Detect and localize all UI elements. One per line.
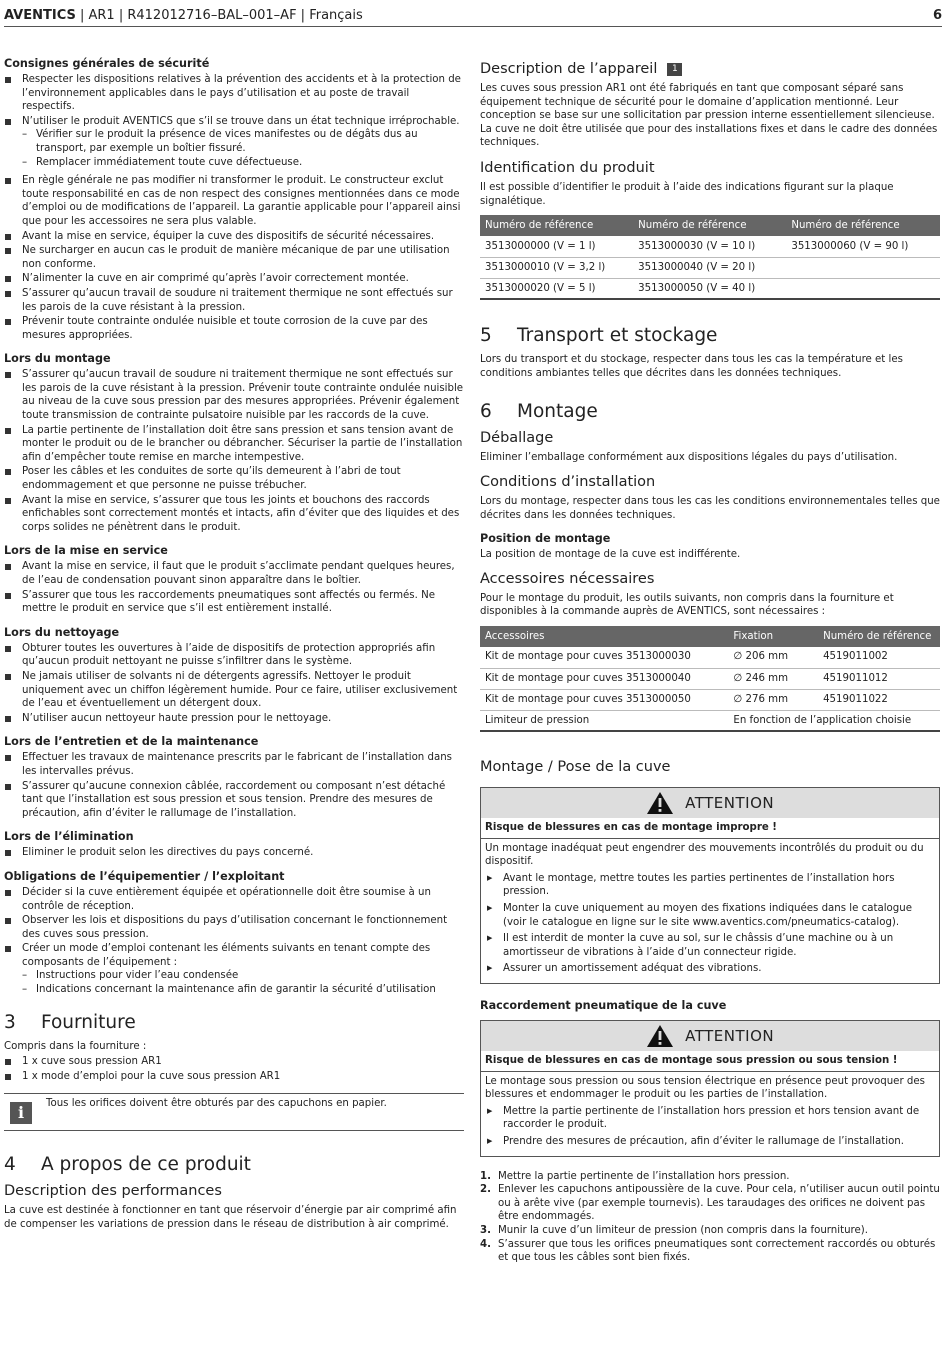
attention-box-2: [480, 1020, 940, 1157]
chapter-title: Fourniture: [41, 1011, 136, 1033]
list-item: Avant la mise en service, s’assurer que tous les joints et bouchons des raccords enfichables sont correctement montés et intacts, afin d’éviter que des liquides et des corps solides ne pénètrent dans le produit.: [4, 494, 464, 535]
list-item: N’alimenter la cuve en air comprimé qu’après l’avoir correctement montée.: [4, 272, 464, 286]
section-montage6: [480, 400, 940, 777]
column-header: Accessoires: [480, 626, 728, 647]
table-cell: 3513000030 (V = 10 l): [633, 236, 786, 257]
list-item: Eliminer le produit selon les directives du pays concerné.: [4, 846, 464, 860]
column-header: Numéro de référence: [786, 215, 940, 236]
paragraph: Lors du transport et du stockage, respecter dans tous les cas la température et les conditions ambiantes telles que décrites dans les données techniques.: [480, 354, 903, 379]
info-icon: i: [10, 1102, 32, 1124]
table-cell: Limiteur de pression: [480, 710, 728, 731]
list-item: ▶ Monter la cuve uniquement au moyen des fixations indiquées dans le catalogue (voir le catalogue en ligne sur le site www.aventics.com/pneumatics-catalog).: [485, 902, 935, 929]
list-item: [4, 942, 464, 996]
section-subtitle: Identification du produit: [480, 159, 655, 176]
page-header: [4, 7, 942, 27]
section-subtitle: Accessoires nécessaires: [480, 570, 655, 587]
section-title: Lors du nettoyage: [4, 625, 120, 639]
table-row: [480, 668, 940, 689]
list-item: En règle générale ne pas modifier ni transformer le produit. Le constructeur exclut toute responsabilité en cas de non respect des consignes mentionnées dans ce mode d’emploi ou de modifications de l’appareil. La garantie applicable pour l’appareil ainsi que pour les accessoires ne sera plus valable.: [4, 174, 464, 228]
list-item: S’assurer qu’aucune connexion câblée, raccordement ou composant n’est détaché tant que l’installation est sous pression et sous tension. Prendre des mesures de précaution, afin d’éviter le rallumage de l’installation.: [4, 780, 464, 821]
chapter-heading: [480, 324, 940, 348]
table-cell: 3513000000 (V = 1 l): [480, 236, 633, 257]
attention-header: [481, 1021, 939, 1051]
section-entretien: [4, 734, 464, 820]
list-item: ▶ Il est interdit de monter la cuve au sol, sur le châssis d’une machine ou à un amortisseur de vibrations à l’aide d’un connecteur rigide.: [485, 932, 935, 959]
table-row: [480, 689, 940, 710]
table-cell: 4519011002: [818, 647, 940, 668]
chapter-number: 6: [480, 401, 492, 423]
paragraph: Pour le montage du produit, les outils suivants, non compris dans la fourniture et disponibles à la commande auprès de AVENTICS, sont nécessaires :: [480, 592, 894, 618]
column-header: Fixation: [728, 626, 818, 647]
chapter-number: 5: [480, 325, 492, 347]
section-mise-en-service: [4, 543, 464, 615]
section-subtitle: Description des performances: [4, 1183, 222, 1200]
step-text: Mettre la partie pertinente de l’installation hors pression.: [498, 1170, 790, 1182]
paragraph: La cuve ne doit être utilisée que pour des installations fixes et dans le cadre des données techniques.: [480, 123, 938, 149]
section-description: [480, 60, 940, 150]
list-item: 1 x mode d’emploi pour la cuve sous pression AR1: [4, 1070, 464, 1084]
table-cell: ∅ 206 mm: [728, 647, 818, 668]
section-apropos: [4, 1153, 464, 1231]
info-note: [4, 1093, 464, 1131]
table-cell: 3513000020 (V = 5 l): [480, 278, 633, 299]
section-title: Obligations de l’équipementier / l’exploitant: [4, 869, 285, 883]
paragraph: La cuve est destinée à fonctionner en tant que réservoir d’énergie par air comprimé afin de compenser les variations de pression dans le réseau de distribution à air comprimé.: [4, 1205, 457, 1231]
attention-subtitle: Risque de blessures en cas de montage impropre !: [481, 818, 939, 839]
table-cell: 4519011012: [818, 668, 940, 689]
step-text: Munir la cuve d’un limiteur de pression (non compris dans la fourniture).: [498, 1224, 868, 1236]
step-number: 1.: [480, 1170, 491, 1182]
step-item: [480, 1183, 940, 1224]
attention-label: ATTENTION: [685, 1027, 775, 1046]
section-montage: [4, 351, 464, 534]
step-text: S’assurer que tous les orifices pneumatiques sont correctement raccordés ou obturés et que tous les câbles sont bien fixés.: [498, 1238, 936, 1264]
header-title: [4, 8, 363, 23]
column-header: Numéro de référence: [633, 215, 786, 236]
right-column: [480, 56, 940, 1265]
chapter-heading: [4, 1011, 464, 1035]
attention-subtitle: Risque de blessures en cas de montage sous pression ou sous tension !: [481, 1051, 939, 1072]
step-text: Enlever les capuchons antipoussière de la cuve. Pour cela, n’utiliser aucun outil pointu ou à arête vive (par exemple tournevis). Les taraudages des orifices ne doivent pas être endommagés.: [498, 1184, 940, 1223]
paragraph: Le montage sous pression ou sous tension électrique en présence peut provoquer des blessures et endommager le produit ou les parties de l’installation.: [485, 1075, 925, 1101]
section-title: Lors de la mise en service: [4, 544, 168, 558]
table-cell: ∅ 276 mm: [728, 689, 818, 710]
table-cell: 3513000010 (V = 3,2 l): [480, 257, 633, 278]
list-item: [4, 115, 464, 169]
section-obligations: [4, 869, 464, 997]
accessories-table: [480, 626, 940, 732]
list-item: S’assurer qu’aucun travail de soudure ni traitement thermique ne sont effectués sur les parois de la cuve résistant à la pression. Prévenir toute contrainte ondulée nuisible au niveau de la cuve sous pression par des mesures appropriées. Prévenir également toute transmission de contrainte pulsatoire nuisible par les raccords de la cuve.: [4, 368, 464, 422]
paragraph: Eliminer l’emballage conformément aux dispositions légales du pays d’utilisation.: [480, 452, 898, 464]
section-elimination: [4, 829, 464, 860]
table-cell: 3513000040 (V = 20 l): [633, 257, 786, 278]
list-item: S’assurer que tous les raccordements pneumatiques sont affectés ou fermés. Ne mettre le produit en service que s’il est entièrement installé.: [4, 589, 464, 616]
attention-header: [481, 788, 939, 818]
chapter-heading: [4, 1153, 464, 1177]
sub-list-item: – Instructions pour vider l’eau condensée: [22, 969, 464, 983]
list-item-text: N’utiliser le produit AVENTICS que s’il se trouve dans un état technique irréprochable.: [22, 115, 460, 127]
column-header: Numéro de référence: [480, 215, 633, 236]
section-title: Lors du montage: [4, 352, 111, 366]
list-item: N’utiliser aucun nettoyeur haute pression pour le nettoyage.: [4, 712, 464, 726]
list-item: Ne jamais utiliser de solvants ni de détergents agressifs. Nettoyer le produit uniquement avec un chiffon légèrement humide. Pour ce faire, utiliser exclusivement de l’eau et éventuellement un détergent doux.: [4, 670, 464, 711]
table-cell: [786, 257, 940, 278]
chapter-title: Transport et stockage: [517, 325, 718, 347]
list-item: Respecter les dispositions relatives à la prévention des accidents et à la protection de l’environnement applicables dans le pays d’utilisation et au poste de travail respectifs.: [4, 73, 464, 114]
list-item: ▶ Mettre la partie pertinente de l’installation hors pression et hors tension avant de raccorder le produit.: [485, 1105, 935, 1132]
list-item: Effectuer les travaux de maintenance prescrits par le fabricant de l’installation dans les intervalles prévus.: [4, 751, 464, 778]
list-item: ▶ Assurer un amortissement adéquat des vibrations.: [485, 962, 935, 976]
step-number: 4.: [480, 1238, 491, 1250]
step-item: [480, 1224, 940, 1238]
list-item: Obturer toutes les ouvertures à l’aide de dispositifs de protection appropriés afin qu’aucun produit nettoyant ne puisse s’infiltrer dans le système.: [4, 642, 464, 669]
section-title: Lors de l’entretien et de la maintenance: [4, 735, 259, 749]
list-item-text: Créer un mode d’emploi contenant les éléments suivants en tenant compte des composants de l’équipement :: [22, 943, 431, 968]
table-header-row: [480, 626, 940, 647]
step-number: 2.: [480, 1184, 491, 1196]
section-title: Position de montage: [480, 532, 611, 546]
section-title: Consignes générales de sécurité: [4, 57, 210, 70]
attention-body: [481, 1072, 939, 1156]
list-item: 1 x cuve sous pression AR1: [4, 1055, 464, 1069]
table-cell: [786, 278, 940, 299]
list-item: Poser les câbles et les conduites de sorte qu’ils demeurent à l’abri de tout endommagement et que personne ne puisse trébucher.: [4, 465, 464, 492]
step-item: [480, 1238, 940, 1265]
list-item: Avant la mise en service, équiper la cuve des dispositifs de sécurité nécessaires.: [4, 230, 464, 244]
sub-list-item: – Remplacer immédiatement toute cuve défectueuse.: [22, 156, 464, 170]
paragraph: La position de montage de la cuve est indifférente.: [480, 549, 741, 561]
chapter-number: 3: [4, 1011, 16, 1033]
section-title: Lors de l’élimination: [4, 830, 134, 844]
table-cell: Kit de montage pour cuves 3513000050: [480, 689, 728, 710]
table-row: [480, 710, 940, 731]
section-fourniture: [4, 1011, 464, 1132]
table-cell: Kit de montage pour cuves 3513000040: [480, 668, 728, 689]
paragraph: Un montage inadéquat peut engendrer des mouvements incontrôlés du produit ou du dispositif.: [485, 842, 924, 868]
figure-badge: 1: [667, 63, 682, 76]
paragraph: Compris dans la fourniture :: [4, 1040, 147, 1052]
paragraph: Lors du montage, respecter dans tous les cas les conditions environnementales telles que décrites dans les données techniques.: [480, 496, 940, 521]
list-item: S’assurer qu’aucun travail de soudure ni traitement thermique ne sont effectués sur les parois de la cuve résistant à la pression.: [4, 287, 464, 314]
section-subtitle: Montage / Pose de la cuve: [480, 759, 671, 776]
list-item: Décider si la cuve entièrement équipée et opérationnelle doit être soumise à un contrôle de réception.: [4, 886, 464, 913]
header-doc-info: | AR1 | R412012716–BAL–001–AF | Français: [75, 8, 363, 23]
attention-label: ATTENTION: [685, 794, 775, 813]
steps-list: [480, 1170, 940, 1265]
chapter-heading: [480, 400, 940, 424]
list-item: La partie pertinente de l’installation doit être sans pression et sans tension avant de monter le produit ou de le brancher ou débrancher. Sécuriser la partie de l’installation afin d’empêcher toute remise en marche intempestive.: [4, 424, 464, 465]
table-header-row: [480, 215, 940, 236]
list-item: Avant la mise en service, il faut que le produit s’acclimate pendant quelques heures, de l’eau de condensation pouvant sinon apparaître dans le boîtier.: [4, 560, 464, 587]
header-brand: AVENTICS: [4, 8, 76, 23]
section-nettoyage: [4, 625, 464, 726]
info-text: Tous les orifices doivent être obturés par des capuchons en papier.: [46, 1098, 387, 1110]
section-title: Raccordement pneumatique de la cuve: [480, 999, 727, 1013]
table-cell: 3513000060 (V = 90 l): [786, 236, 940, 257]
chapter-title: Montage: [517, 401, 598, 423]
section-consignes: [4, 56, 464, 342]
list-item: Observer les lois et dispositions du pays d’utilisation concernant le fonctionnement des cuves sous pression.: [4, 914, 464, 941]
paragraph: Les cuves sous pression AR1 ont été fabriqués en tant que composant séparé sans équipement technique de sécurité pour le domaine d’application mentionné. Leur conception se base sur une sollicitation par pression interne essentiellement silencieuse.: [480, 83, 935, 122]
step-item: [480, 1170, 940, 1184]
page-number: 6: [932, 8, 942, 23]
sub-list-item: – Vérifier sur le produit la présence de vices manifestes ou de dégâts dus au transport, par exemple un boîtier fissuré.: [22, 128, 464, 155]
list-item: ▶ Avant le montage, mettre toutes les parties pertinentes de l’installation hors pression.: [485, 872, 935, 899]
table-row: [480, 257, 940, 278]
list-item: ▶ Prendre des mesures de précaution, afin d’éviter le rallumage de l’installation.: [485, 1135, 935, 1149]
column-header: Numéro de référence: [818, 626, 940, 647]
table-row: [480, 278, 940, 299]
warning-icon: [646, 791, 674, 815]
chapter-number: 4: [4, 1154, 16, 1176]
table-row: [480, 236, 940, 257]
sub-list-item: – Indications concernant la maintenance afin de garantir la sécurité d’utilisation: [22, 983, 464, 997]
warning-icon: [646, 1024, 674, 1048]
section-subtitle: Déballage: [480, 430, 554, 447]
reference-table: [480, 215, 940, 300]
section-subtitle: [480, 60, 940, 79]
section-subtitle: Conditions d’installation: [480, 474, 656, 491]
section-transport: [480, 324, 940, 380]
table-cell: Kit de montage pour cuves 3513000030: [480, 647, 728, 668]
paragraph: Il est possible d’identifier le produit à l’aide des indications figurant sur la plaque signalétique.: [480, 181, 894, 207]
step-number: 3.: [480, 1224, 491, 1236]
list-item: Prévenir toute contrainte ondulée nuisible et toute corrosion de la cuve par des mesures appropriées.: [4, 315, 464, 342]
attention-body: [481, 839, 939, 983]
table-cell: 3513000050 (V = 40 l): [633, 278, 786, 299]
attention-box-1: [480, 787, 940, 984]
table-cell: ∅ 246 mm: [728, 668, 818, 689]
section-title-text: Description de l’appareil: [480, 61, 658, 77]
table-cell: 4519011022: [818, 689, 940, 710]
chapter-title: A propos de ce produit: [41, 1154, 251, 1176]
table-cell: En fonction de l’application choisie: [728, 710, 940, 731]
table-row: [480, 647, 940, 668]
section-identification: [480, 159, 940, 300]
left-column: [4, 56, 464, 1232]
list-item: Ne surcharger en aucun cas le produit de manière mécanique de par une utilisation non conforme.: [4, 244, 464, 271]
